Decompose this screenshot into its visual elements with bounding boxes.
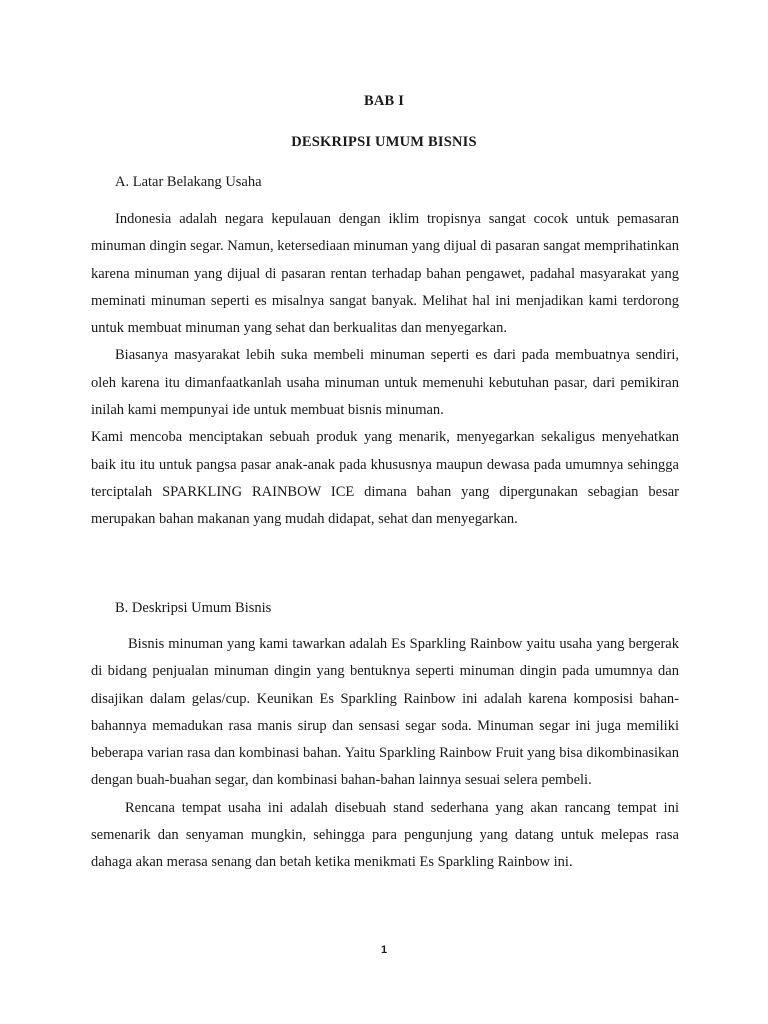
page-number: 1 xyxy=(380,944,388,956)
paragraph: Kami mencoba menciptakan sebuah produk yang menarik, menyegarkan sekaligus menyehatkan baik itu itu untuk pangsa pasar anak-anak pada khususnya maupun dewasa pada umumnya sehingga terciptalah SPARKLING RAINBOW ICE dimana bahan yang dipergunakan sebagian besar merupakan bahan makanan yang mudah didapat, sehat dan menyegarkan. xyxy=(91,429,679,528)
paragraph: Indonesia adalah negara kepulauan dengan iklim tropisnya sangat cocok untuk pemasaran minuman dingin segar. Namun, ketersediaan minuman yang dijual di pasaran sangat memprihatinkan karena minuman yang dijual di pasaran rentan terhadap bahan pengawet, padahal masyarakat yang meminati minuman seperti es misalnya sangat banyak. Melihat hal ini menjadikan kami terdorong untuk membuat minuman yang sehat dan berkualitas dan menyegarkan. xyxy=(91,211,679,337)
section-b-body xyxy=(91,631,679,877)
section-b-heading: B. Deskripsi Umum Bisnis xyxy=(115,600,272,616)
paragraph: Rencana tempat usaha ini adalah disebuah stand sederhana yang akan rancang tempat ini semenarik dan senyaman mungkin, sehingga para pengunjung yang datang untuk melepas rasa dahaga akan merasa senang dan betah ketika menikmati Es Sparkling Rainbow ini. xyxy=(91,799,679,871)
section-a-body xyxy=(91,206,679,534)
chapter-heading: BAB I xyxy=(363,93,405,109)
paragraph: Biasanya masyarakat lebih suka membeli minuman seperti es dari pada membuatnya sendiri, oleh karena itu dimanfaatkanlah usaha minuman untuk memenuhi kebutuhan pasar, dari pemikiran inilah kami mempunyai ide untuk membuat bisnis minuman. xyxy=(91,347,679,419)
section-a-heading: A. Latar Belakang Usaha xyxy=(115,174,262,190)
chapter-title: DESKRIPSI UMUM BISNIS xyxy=(291,134,477,150)
paragraph: Bisnis minuman yang kami tawarkan adalah Es Sparkling Rainbow yaitu usaha yang bergerak di bidang penjualan minuman dingin yang bentuknya seperti minuman dingin pada umumnya dan disajikan dalam gelas/cup. Keunikan Es Sparkling Rainbow ini adalah karena komposisi bahan-bahannya memadukan rasa manis sirup dan sensasi segar soda. Minuman segar ini juga memiliki beberapa varian rasa dan kombinasi bahan. Yaitu Sparkling Rainbow Fruit yang bisa dikombinasikan dengan buah-buahan segar, dan kombinasi bahan-bahan lainnya sesuai selera pembeli. xyxy=(91,636,679,789)
